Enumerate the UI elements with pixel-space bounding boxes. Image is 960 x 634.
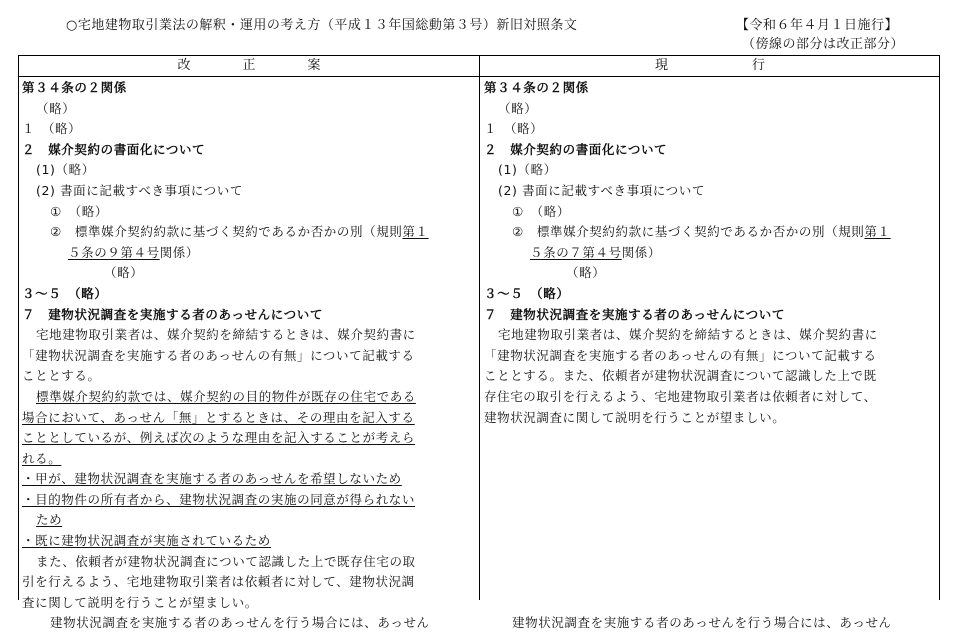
text-line	[22, 490, 474, 511]
text-line: ３～５ （略）	[22, 285, 108, 301]
text-line	[22, 408, 474, 429]
text-line: 建物状況調査を実施する者のあっせんを行う場合には、あっせん	[50, 615, 430, 631]
text-line: ① （略）	[512, 203, 570, 219]
text-line: （略）	[104, 265, 144, 281]
amended-text: ・目的物件の所有者から、建物状況調査の実施の同意が得られない	[22, 491, 416, 507]
table-header-row	[19, 56, 939, 77]
text-line	[22, 510, 474, 531]
subsection-heading: ７ 建物状況調査を実施する者のあっせんについて	[484, 306, 785, 322]
text-line: 引を行えるよう、宅地建物取引業者は依頼者に対して、建物状況調	[22, 574, 415, 590]
amended-text: 場合において、あっせん「無」とするときは、その理由を記入する	[22, 409, 415, 425]
text-line: (1)（略）	[36, 162, 95, 178]
document-header	[0, 0, 960, 56]
amended-text: こととしているが、例えば次のような理由を記入することが考えら	[22, 430, 416, 446]
text-span: 関係）	[621, 244, 662, 260]
text-span: 関係）	[159, 244, 200, 260]
blank-line	[484, 449, 936, 470]
text-line: (2) 書面に記載すべき事項について	[36, 182, 243, 198]
amended-text: ５条の７第４号	[530, 244, 622, 260]
amended-text: ため	[36, 512, 63, 528]
amended-text: ・甲が、建物状況調査を実施する者のあっせんを希望しないため	[22, 471, 402, 487]
subsection-heading: ２ 媒介契約の書面化について	[22, 141, 206, 157]
text-line: 存住宅の取引を行えるよう、宅地建物取引業者は依頼者に対して、	[484, 388, 877, 404]
text-line	[22, 243, 474, 264]
underline-note: （傍線の部分は改正部分）	[742, 37, 905, 52]
comparison-table	[18, 55, 940, 631]
text-line: また、依頼者が建物状況調査について認識した上で既存住宅の取	[36, 553, 416, 569]
amended-text: ５条の９第４号	[68, 244, 160, 260]
document-title: ○宅地建物取引業法の解釈・運用の考え方（平成１３年国総動第３号）新旧対照条文	[66, 18, 578, 33]
section-heading: 第３４条の２関係	[484, 80, 589, 95]
text-line	[22, 428, 474, 449]
text-line	[22, 449, 474, 470]
text-line: （略）	[36, 100, 76, 116]
amended-text: れる。	[22, 450, 62, 466]
subsection-heading: ７ 建物状況調査を実施する者のあっせんについて	[22, 306, 323, 322]
text-line	[22, 531, 474, 552]
blank-line	[484, 552, 936, 573]
text-line: （略）	[566, 265, 606, 281]
blank-line	[484, 428, 936, 449]
text-line: ① （略）	[50, 203, 108, 219]
text-line: こととする。また、依頼者が建物状況調査について認識した上で既	[484, 368, 877, 384]
text-line	[22, 387, 474, 408]
revised-column	[22, 78, 474, 634]
text-span: ② 標準媒介契約約款に基づく契約であるか否かの別（規則	[512, 224, 865, 240]
column-divider	[479, 56, 480, 600]
text-line: こととする。	[22, 368, 101, 384]
text-line	[22, 469, 474, 490]
text-line	[484, 222, 936, 243]
amended-text: 標準媒介契約約款では、媒介契約の目的物件が既存の住宅である	[36, 388, 416, 404]
text-line: ３～５ （略）	[484, 285, 570, 301]
subsection-heading: ２ 媒介契約の書面化について	[484, 141, 668, 157]
effective-date: 【令和６年４月１日施行】	[736, 18, 899, 33]
section-heading: 第３４条の２関係	[22, 80, 127, 95]
text-line: １ （略）	[484, 121, 544, 137]
text-line: 「建物状況調査を実施する者のあっせんの有無」について記載する	[22, 347, 415, 363]
current-column	[484, 78, 936, 634]
blank-line	[484, 572, 936, 593]
text-line	[22, 222, 474, 243]
blank-line	[484, 593, 936, 614]
current-column-heading: 現行	[654, 58, 849, 73]
amended-text: ・既に建物状況調査が実施されているため	[22, 533, 271, 549]
amended-text: 第１	[864, 224, 891, 240]
blank-line	[484, 469, 936, 490]
text-line: 宅地建物取引業者は、媒介契約を締結するときは、媒介契約書に	[36, 327, 416, 343]
text-line: 「建物状況調査を実施する者のあっせんの有無」について記載する	[484, 347, 877, 363]
blank-line	[484, 490, 936, 511]
revised-column-heading: 改正案	[177, 58, 373, 73]
text-line: (1)（略）	[498, 162, 557, 178]
text-line: 建物状況調査を実施する者のあっせんを行う場合には、あっせん	[512, 615, 892, 631]
amended-text: 第１	[402, 224, 429, 240]
blank-line	[484, 510, 936, 531]
text-line: (2) 書面に記載すべき事項について	[498, 182, 705, 198]
text-line: １ （略）	[22, 121, 82, 137]
text-line	[484, 243, 936, 264]
text-span: ② 標準媒介契約約款に基づく契約であるか否かの別（規則	[50, 224, 403, 240]
blank-line	[484, 531, 936, 552]
text-line: 査に関して説明を行うことが望ましい。	[22, 594, 258, 610]
text-line: （略）	[498, 100, 538, 116]
text-line: 建物状況調査に関して説明を行うことが望ましい。	[484, 409, 786, 425]
text-line: 宅地建物取引業者は、媒介契約を締結するときは、媒介契約書に	[498, 327, 878, 343]
